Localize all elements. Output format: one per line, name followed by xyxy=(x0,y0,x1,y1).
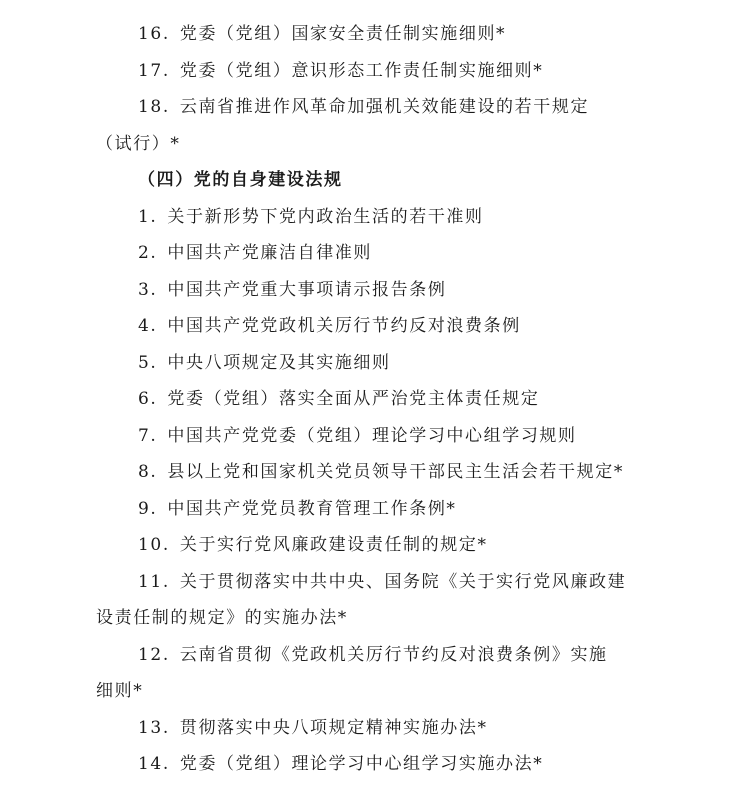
list-item-continuation: 细则* xyxy=(96,681,144,701)
item-number: 17. xyxy=(138,61,170,81)
item-number: 11. xyxy=(138,572,170,592)
item-text: 县以上党和国家机关党员领导干部民主生活会若干规定* xyxy=(167,462,624,482)
item-number: 16. xyxy=(138,24,170,44)
item-number: 1. xyxy=(138,207,158,227)
list-item xyxy=(138,205,484,229)
list-item xyxy=(138,278,446,302)
item-text: 关于新形势下党内政治生活的若干准则 xyxy=(167,207,484,227)
list-item-continuation: 设责任制的规定》的实施办法* xyxy=(96,608,348,628)
item-number: 18. xyxy=(138,97,170,117)
list-item xyxy=(138,424,577,448)
item-number: 13. xyxy=(138,718,170,738)
list-item xyxy=(138,95,589,119)
item-text: 贯彻落实中央八项规定精神实施办法* xyxy=(179,718,488,738)
list-item xyxy=(138,241,372,265)
list-item xyxy=(138,22,506,46)
list-item xyxy=(138,570,626,594)
list-item xyxy=(138,643,608,667)
list-item xyxy=(138,716,488,740)
item-text: 云南省推进作风革命加强机关效能建设的若干规定 xyxy=(179,97,590,117)
list-item-continuation: （试行）* xyxy=(96,134,181,154)
list-item xyxy=(138,460,624,484)
item-number: 8. xyxy=(138,462,158,482)
list-item xyxy=(138,387,539,411)
item-text: 中国共产党重大事项请示报告条例 xyxy=(167,280,447,300)
list-item xyxy=(138,59,543,83)
item-number: 3. xyxy=(138,280,158,300)
list-item xyxy=(138,314,521,338)
item-number: 12. xyxy=(138,645,170,665)
item-number: 7. xyxy=(138,426,158,446)
list-item xyxy=(138,497,457,521)
section-heading: （四）党的自身建设法规 xyxy=(138,170,343,190)
item-text: 中国共产党党委（党组）理论学习中心组学习规则 xyxy=(167,426,577,446)
item-text: 中国共产党党政机关厉行节约反对浪费条例 xyxy=(167,316,521,336)
item-number: 5. xyxy=(138,353,158,373)
item-text: 党委（党组）落实全面从严治党主体责任规定 xyxy=(167,389,540,409)
list-item xyxy=(138,533,488,557)
item-text: 关于实行党风廉政建设责任制的规定* xyxy=(179,535,488,555)
list-item xyxy=(138,351,391,375)
item-number: 2. xyxy=(138,243,158,263)
item-number: 4. xyxy=(138,316,158,336)
item-number: 6. xyxy=(138,389,158,409)
item-text: 云南省贯彻《党政机关厉行节约反对浪费条例》实施 xyxy=(179,645,608,665)
item-number: 10. xyxy=(138,535,170,555)
item-text: 中国共产党党员教育管理工作条例* xyxy=(167,499,457,519)
item-number: 14. xyxy=(138,754,170,774)
item-text: 党委（党组）意识形态工作责任制实施细则* xyxy=(179,61,544,81)
item-text: 关于贯彻落实中共中央、国务院《关于实行党风廉政建 xyxy=(179,572,627,592)
item-text: 中国共产党廉洁自律准则 xyxy=(167,243,373,263)
item-text: 党委（党组）国家安全责任制实施细则* xyxy=(179,24,507,44)
item-number: 9. xyxy=(138,499,158,519)
list-item xyxy=(138,752,543,776)
item-text: 中央八项规定及其实施细则 xyxy=(167,353,391,373)
item-text: 党委（党组）理论学习中心组学习实施办法* xyxy=(179,754,544,774)
